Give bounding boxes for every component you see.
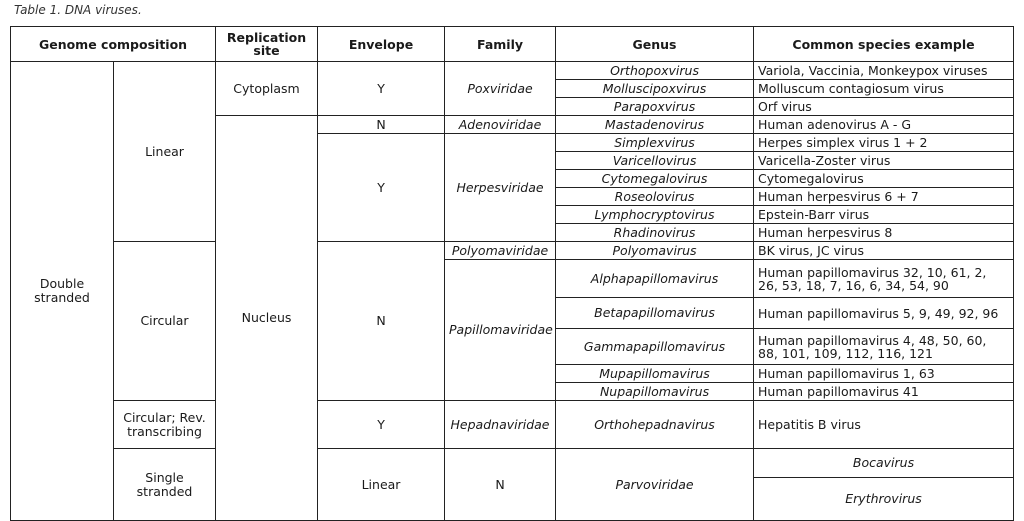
- example-cell: Hepatitis B virus: [754, 401, 1014, 449]
- example-cell: Human papillomavirus 1, 63: [754, 365, 1014, 383]
- genus-cell: Simplexvirus: [556, 134, 754, 152]
- envelope-cell: Y: [318, 134, 445, 242]
- dna-viruses-table: [10, 26, 1014, 521]
- genus-cell: Mastadenovirus: [556, 116, 754, 134]
- genus-cell: Erythrovirus: [754, 478, 1014, 521]
- family-cell: Papillomaviridae: [445, 260, 556, 401]
- genus-cell: Rhadinovirus: [556, 224, 754, 242]
- table-caption: Table 1. DNA viruses.: [14, 3, 142, 17]
- genus-cell: Lymphocryptovirus: [556, 206, 754, 224]
- example-cell: Variola, Vaccinia, Monkeypox viruses: [754, 62, 1014, 80]
- genus-cell: Parapoxvirus: [556, 98, 754, 116]
- genus-cell: Gammapapillomavirus: [556, 329, 754, 365]
- family-cell: Adenoviridae: [445, 116, 556, 134]
- header-common-species: Common species example: [754, 27, 1014, 62]
- example-cell: Herpes simplex virus 1 + 2: [754, 134, 1014, 152]
- header-envelope: Envelope: [318, 27, 445, 62]
- header-replication-site: Replication site: [216, 27, 318, 62]
- genus-cell: Alphapapillomavirus: [556, 260, 754, 298]
- linear-cell: Linear: [114, 62, 216, 242]
- nucleus-cell: Nucleus: [216, 116, 318, 521]
- envelope-cell: N: [445, 449, 556, 521]
- example-cell: Human papillomavirus 32, 10, 61, 2, 26, 53, 18, 7, 16, 6, 34, 54, 90: [754, 260, 1014, 298]
- family-cell: Hepadnaviridae: [445, 401, 556, 449]
- example-cell: Orf virus: [754, 98, 1014, 116]
- example-cell: Cytomegalovirus: [754, 170, 1014, 188]
- circular-rev-cell: Circular; Rev. transcribing: [114, 401, 216, 449]
- table-row: [11, 242, 1014, 260]
- family-cell: Polyomaviridae: [445, 242, 556, 260]
- example-cell: Varicella-Zoster virus: [754, 152, 1014, 170]
- example-cell: Molluscum contagiosum virus: [754, 80, 1014, 98]
- family-cell: Parvoviridae: [556, 449, 754, 521]
- family-cell: Poxviridae: [445, 62, 556, 116]
- genus-cell: Varicellovirus: [556, 152, 754, 170]
- genus-cell: Roseolovirus: [556, 188, 754, 206]
- genus-cell: Mupapillomavirus: [556, 365, 754, 383]
- genus-cell: Orthopoxvirus: [556, 62, 754, 80]
- table-row: [11, 401, 1014, 449]
- example-cell: BK virus, JC virus: [754, 242, 1014, 260]
- header-row: [11, 27, 1014, 62]
- example-cell: Human herpesvirus 8: [754, 224, 1014, 242]
- single-stranded-cell: Single stranded: [114, 449, 216, 521]
- example-cell: Human papillomavirus 5, 9, 49, 92, 96: [754, 298, 1014, 329]
- envelope-cell: Y: [318, 62, 445, 116]
- linear-ss-cell: Linear: [318, 449, 445, 521]
- genus-cell: Nupapillomavirus: [556, 383, 754, 401]
- genus-cell: Polyomavirus: [556, 242, 754, 260]
- envelope-cell: N: [318, 242, 445, 401]
- table-row: [11, 62, 1014, 80]
- table-row: [11, 449, 1014, 478]
- family-cell: Herpesviridae: [445, 134, 556, 242]
- genus-cell: Bocavirus: [754, 449, 1014, 478]
- example-cell: Human papillomavirus 4, 48, 50, 60, 88, 101, 109, 112, 116, 121: [754, 329, 1014, 365]
- example-cell: Human papillomavirus 41: [754, 383, 1014, 401]
- envelope-cell: Y: [318, 401, 445, 449]
- cytoplasm-cell: Cytoplasm: [216, 62, 318, 116]
- header-family: Family: [445, 27, 556, 62]
- genus-cell: Cytomegalovirus: [556, 170, 754, 188]
- circular-cell: Circular: [114, 242, 216, 401]
- example-cell: Human herpesvirus 6 + 7: [754, 188, 1014, 206]
- envelope-cell: N: [318, 116, 445, 134]
- genus-cell: Orthohepadnavirus: [556, 401, 754, 449]
- example-cell: Human adenovirus A - G: [754, 116, 1014, 134]
- header-genome-composition: Genome composition: [11, 27, 216, 62]
- header-genus: Genus: [556, 27, 754, 62]
- genus-cell: Molluscipoxvirus: [556, 80, 754, 98]
- double-stranded-cell: Double stranded: [11, 62, 114, 521]
- example-cell: Epstein-Barr virus: [754, 206, 1014, 224]
- genus-cell: Betapapillomavirus: [556, 298, 754, 329]
